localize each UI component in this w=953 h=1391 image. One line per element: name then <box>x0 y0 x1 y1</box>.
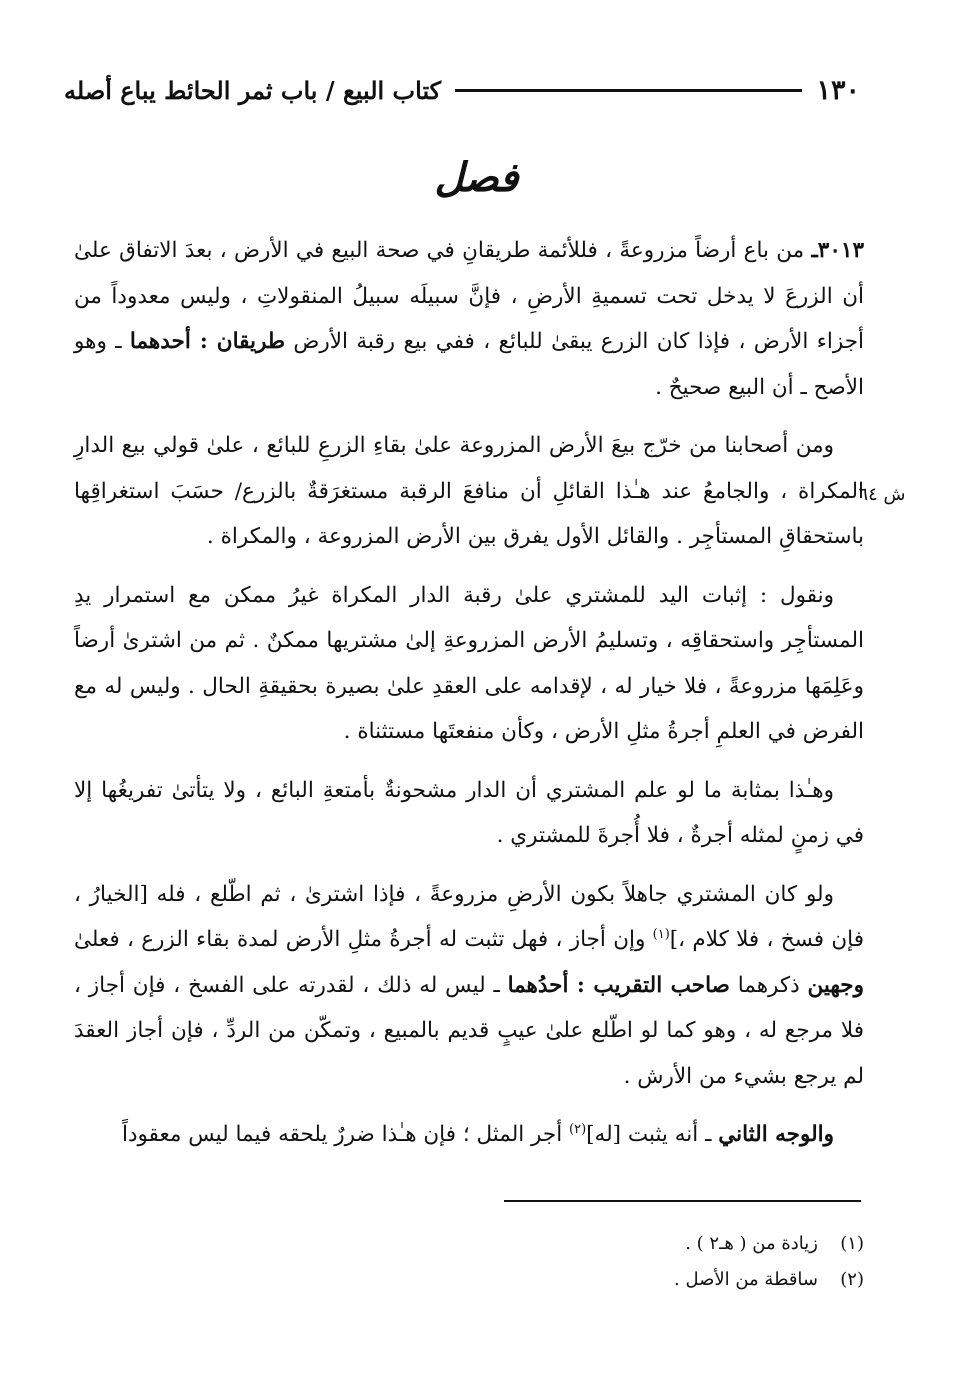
footnotes <box>74 1226 864 1298</box>
paragraph-2: ومن أصحابنا من خرّج بيعَ الأرض المزروعة علىٰ بقاءِ الزرعِ للبائع ، علىٰ قولي بيع الدارِ المكراة ، والجامعُ عند هـٰذا القائلِ أن منافعَ الرقبة مستغرَقةٌ بالزرع/ حسَبَ استغراقِها باستحقاقِ المستأجِر . والقائل الأول يفرق بين الأرض المزروعة ، والمكراة . <box>74 433 864 549</box>
section-heading: فصل <box>434 154 519 201</box>
running-header <box>64 60 860 120</box>
margin-note: ش ٦٤ <box>858 484 906 505</box>
paragraph-6-bold: والوجه الثاني <box>718 1122 834 1147</box>
paragraph-5 <box>74 872 864 1100</box>
footnote-text: زيادة من ( هـ٢ ) . <box>685 1233 818 1254</box>
paragraph-5-text-d: ـ ليس له ذلك ، لقدرته على الفسخ ، فإن أجاز ، فلا مرجع له ، وهو كما لو اطّلع علىٰ عيبٍ قديم بالمبيع ، وتمكّن من الردِّ ، فإن أجاز العقدَ لم يرجع بشيء من الأرش . <box>74 972 864 1089</box>
paragraph-1-bold: طريقان : أحدهما <box>129 329 285 354</box>
paragraph-6 <box>74 1112 864 1158</box>
paragraph-1-tail: ـ وهو الأصح ـ أن البيع صحيحٌ . <box>74 329 864 400</box>
paragraph-5-text-b: وإن أجاز ، فهل تثبت له أجرةُ مثلِ الأرض لمدة بقاء الزرع ، فعلىٰ <box>74 927 653 952</box>
paragraph-3: ونقول : إثبات اليد للمشتري علىٰ رقبة الدار المكراة غيرُ ممكن مع استمرار يدِ المستأجِر واستحقاقِه ، وتسليمُ الأرض المزروعةِ إلىٰ مشتريها ممكنٌ . ثم من اشترىٰ أرضاً وعَلِمَها مزروعةً ، فلا خيار له ، لإقدامه على العقدِ علىٰ بصيرة بحقيقةِ الحال . وليس له مع الفرض في العلمِ أجرةُ مثلِ الأرض ، وكأن منفعتَها مستثناة . <box>74 582 864 744</box>
footnote <box>74 1262 864 1298</box>
paragraph-5-text-c: ذكرهما <box>729 972 808 998</box>
body-text <box>74 228 864 1171</box>
paragraph-6-text-a: ـ أنه يثبت [له] <box>586 1122 719 1147</box>
footnote-number: (١) <box>840 1233 864 1254</box>
paragraph-1-text: من باع أرضاً مزروعةً ، فللأئمة طريقانِ في صحة البيع في الأرض ، بعدَ الاتفاق علىٰ أن الزرعَ لا يدخل تحت تسميةِ الأرضِ ، فإنَّ سبيلَه سبيلُ المنقولاتِ ، وليس معدوداً من أجزاء الأرض ، فإذا كان الزرع يبقىٰ للبائع ، ففي بيع رقبة الأرض <box>74 238 865 354</box>
footnote <box>74 1226 864 1262</box>
page-number: ١٣٠ <box>816 74 860 106</box>
header-rule <box>455 89 802 92</box>
footnote-rule <box>504 1200 861 1202</box>
footnote-number: (٢) <box>840 1269 864 1290</box>
issue-number: ٣٠١٣ـ <box>811 238 864 263</box>
footnote-ref-2[interactable]: (٢) <box>569 1121 587 1137</box>
paragraph-5-bold-b: وجهين <box>807 972 864 998</box>
paragraph-1 <box>74 228 864 410</box>
footnote-ref-1[interactable]: (١) <box>652 926 670 942</box>
paragraph-5-text-a: ولو كان المشتري جاهلاً بكون الأرضِ مزروعةً ، فإذا اشترىٰ ، ثم اطّلع ، فله [الخيارُ ، فإن فسخ ، فلا كلام ،] <box>74 881 864 952</box>
paragraph-6-text-b: أجر المثل ؛ فإن هـٰذا ضررٌ يلحقه فيما ليس معقوداً <box>121 1122 570 1147</box>
footnote-text: ساقطة من الأصل . <box>674 1269 818 1290</box>
header-title: كتاب البيع / باب ثمر الحائط يباع أصله <box>64 75 442 105</box>
paragraph-5-bold-c: صاحب التقريب : أحدُهما <box>507 972 730 998</box>
paragraph-4: وهـٰذا بمثابة ما لو علم المشتري أن الدار مشحونةٌ بأمتعةِ البائع ، ولا يتأتىٰ تفريغُها إلا في زمنٍ لمثله أجرةٌ ، فلا أُجرةَ للمشتري . <box>74 777 864 848</box>
